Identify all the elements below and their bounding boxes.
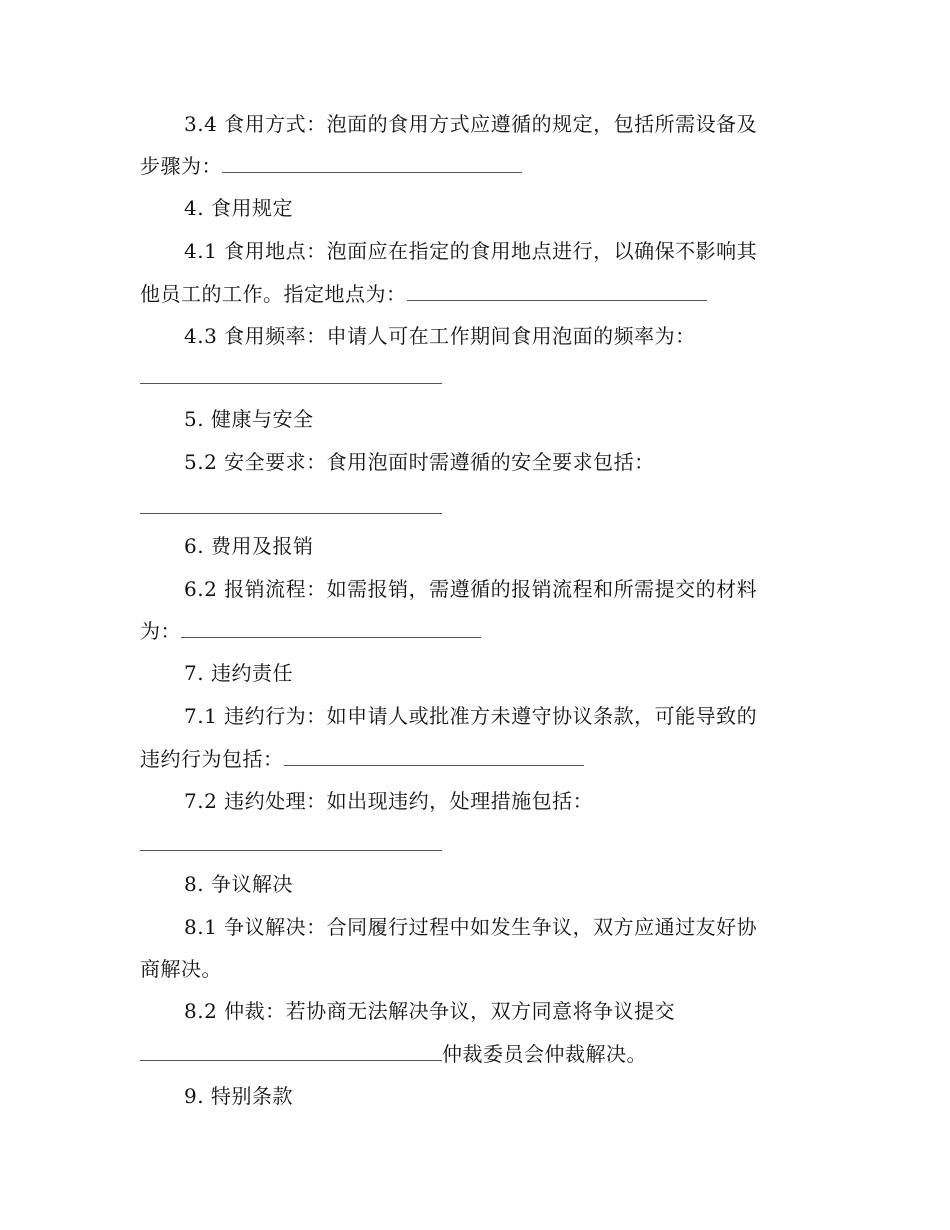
section-9-heading: 9. 特别条款 xyxy=(184,1084,293,1108)
clause-6-2-line-2-text: 为： xyxy=(140,619,181,643)
fill-in-blank-steps[interactable] xyxy=(222,154,522,173)
clause-7-1-line-2 xyxy=(140,745,584,773)
clause-7-2-line: 7.2 违约处理：如出现违约，处理措施包括： xyxy=(184,789,594,813)
fill-in-blank-handling[interactable] xyxy=(140,850,442,851)
fill-in-blank-frequency[interactable] xyxy=(140,383,442,384)
clause-8-2-line-2-text: 仲裁委员会仲裁解决。 xyxy=(442,1042,647,1066)
clause-7-1-line-2-text: 违约行为包括： xyxy=(140,747,284,771)
clause-4-1-line-1: 4.1 食用地点：泡面应在指定的食用地点进行，以确保不影响其 xyxy=(184,239,758,263)
clause-7-1-line-1: 7.1 违约行为：如申请人或批准方未遵守协议条款，可能导致的 xyxy=(184,704,758,728)
clause-3-4-line-2-text: 步骤为： xyxy=(140,154,222,178)
fill-in-blank-safety[interactable] xyxy=(140,513,442,514)
clause-3-4-line-2 xyxy=(140,152,522,180)
clause-4-3-line: 4.3 食用频率：申请人可在工作期间食用泡面的频率为： xyxy=(184,324,696,348)
section-8-heading: 8. 争议解决 xyxy=(184,872,293,896)
section-6-heading: 6. 费用及报销 xyxy=(184,534,314,558)
clause-6-2-line-1: 6.2 报销流程：如需报销，需遵循的报销流程和所需提交的材料 xyxy=(184,577,758,601)
clause-8-1-line-1: 8.1 争议解决：合同履行过程中如发生争议，双方应通过友好协 xyxy=(184,915,758,939)
clause-4-1-line-2-text: 他员工的工作。指定地点为： xyxy=(140,282,407,306)
clause-6-2-line-2 xyxy=(140,617,481,645)
clause-4-1-line-2 xyxy=(140,280,707,308)
section-4-heading: 4. 食用规定 xyxy=(184,196,293,220)
section-7-heading: 7. 违约责任 xyxy=(184,661,293,685)
fill-in-blank-reimbursement[interactable] xyxy=(181,619,481,638)
clause-8-1-line-2: 商解决。 xyxy=(140,957,222,981)
fill-in-blank-location[interactable] xyxy=(407,282,707,301)
fill-in-blank-breach[interactable] xyxy=(284,747,584,766)
clause-8-2-line-2 xyxy=(140,1040,647,1068)
fill-in-blank-arbitration[interactable] xyxy=(140,1042,442,1061)
clause-8-2-line-1: 8.2 仲裁：若协商无法解决争议，双方同意将争议提交 xyxy=(184,999,676,1023)
clause-3-4-line-1: 3.4 食用方式：泡面的食用方式应遵循的规定，包括所需设备及 xyxy=(184,112,758,136)
section-5-heading: 5. 健康与安全 xyxy=(184,407,314,431)
clause-5-2-line: 5.2 安全要求：食用泡面时需遵循的安全要求包括： xyxy=(184,450,655,474)
